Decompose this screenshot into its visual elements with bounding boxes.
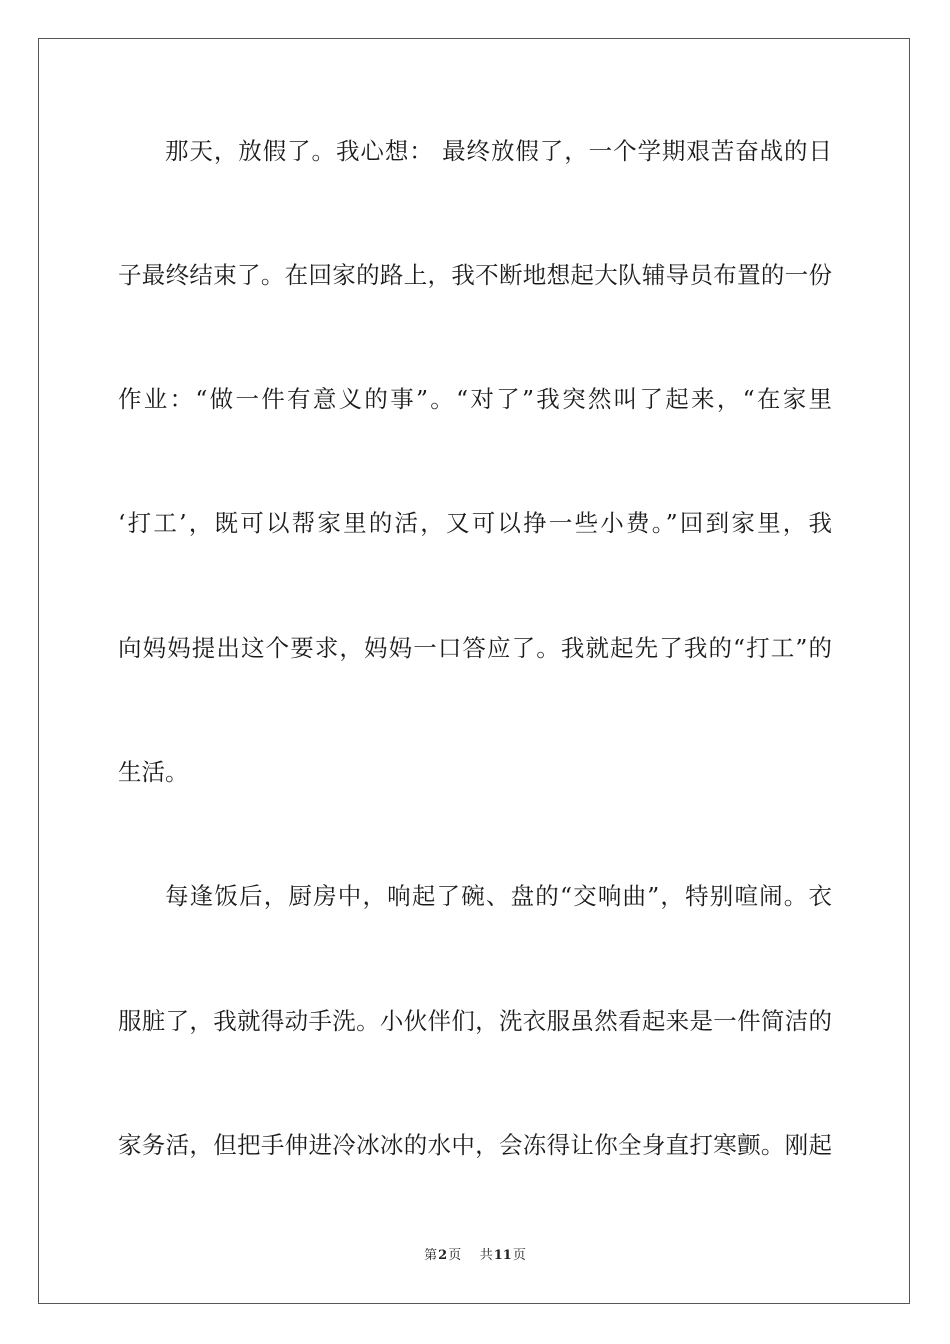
page-footer — [0, 1244, 950, 1263]
paragraph-1-line-3: 作业：“做一件有意义的事”。“对了”我突然叫了起来，“在家里 — [118, 385, 832, 413]
paragraph-1-line-1: 那天，放假了。我心想： 最终放假了，一个学期艰苦奋战的日 — [165, 137, 832, 165]
footer-total-prefix: 共 — [479, 1248, 493, 1263]
paragraph-1-line-4: ‘打工’，既可以帮家里的活，又可以挣一些小费。”回到家里，我 — [118, 509, 832, 537]
paragraph-1-line-2: 子最终结束了。在回家的路上，我不断地想起大队辅导员布置的一份 — [118, 261, 832, 289]
footer-total-suffix: 页 — [512, 1248, 526, 1263]
page-frame — [38, 38, 910, 1304]
paragraph-2-line-3: 家务活，但把手伸进冷冰冰的水中，会冻得让你全身直打寒颤。刚起 — [118, 1131, 832, 1159]
footer-page-suffix: 页 — [448, 1248, 462, 1263]
paragraph-2-line-1: 每逢饭后，厨房中，响起了碗、盘的“交响曲”，特别喧闹。衣 — [165, 882, 832, 910]
paragraph-2-line-2: 服脏了，我就得动手洗。小伙伴们，洗衣服虽然看起来是一件简洁的 — [118, 1007, 832, 1035]
paragraph-1-line-6: 生活。 — [118, 758, 189, 786]
footer-total-pages: 11 — [493, 1248, 512, 1263]
footer-page-prefix: 第 — [424, 1248, 438, 1263]
paragraph-1-line-5: 向妈妈提出这个要求，妈妈一口答应了。我就起先了我的“打工”的 — [118, 634, 832, 662]
footer-page-number: 2 — [438, 1248, 448, 1263]
